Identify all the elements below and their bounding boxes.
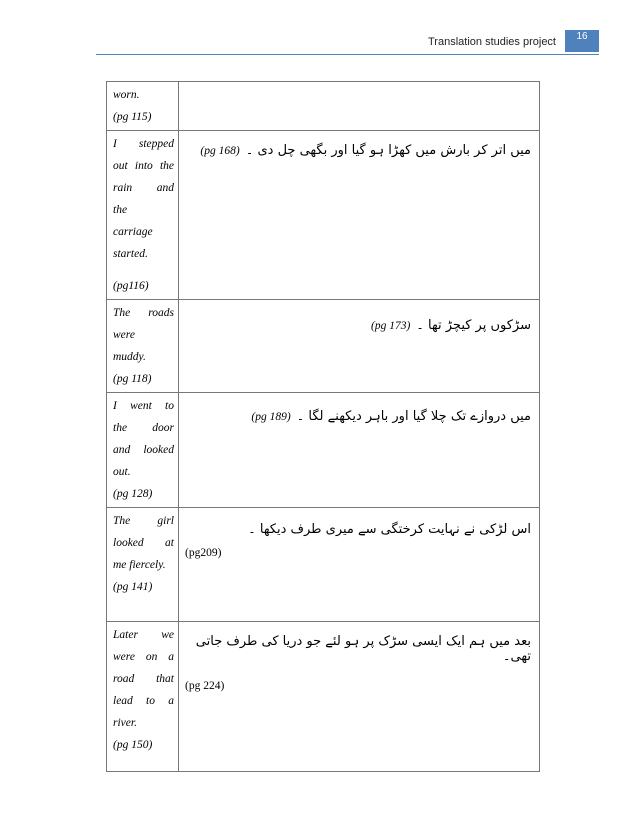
english-cell	[107, 508, 179, 622]
english-line: lead to a	[113, 695, 174, 707]
english-line: started.	[113, 248, 148, 260]
page-number-badge: 16	[565, 30, 599, 52]
urdu-line	[179, 393, 539, 424]
urdu-line	[179, 131, 539, 158]
header-title: Translation studies project	[428, 36, 556, 48]
english-line: the	[113, 204, 128, 216]
english-line: me fiercely.	[113, 559, 166, 571]
english-line: were	[113, 329, 135, 341]
english-line: carriage	[113, 226, 153, 238]
urdu-cell	[179, 131, 540, 300]
urdu-cell	[179, 622, 540, 772]
urdu-cell	[179, 82, 540, 131]
header-rule	[96, 54, 599, 55]
urdu-page-ref: (pg 189)	[251, 411, 291, 423]
table-row	[107, 131, 540, 300]
english-cell	[107, 131, 179, 300]
table-row	[107, 82, 540, 131]
urdu-line	[179, 300, 539, 333]
table-row	[107, 508, 540, 622]
urdu-line	[179, 508, 539, 537]
english-line: worn.	[113, 89, 140, 101]
english-cell	[107, 622, 179, 772]
english-page-ref: (pg 128)	[113, 488, 153, 500]
english-line: looked at	[113, 537, 174, 549]
table-row	[107, 622, 540, 772]
english-line: muddy.	[113, 351, 146, 363]
urdu-translation: میں دروازے تک چلا گیا اور باہر دیکھنے لگا ۔	[296, 409, 531, 424]
table-row	[107, 300, 540, 393]
english-line: river.	[113, 717, 137, 729]
urdu-cell	[179, 508, 540, 622]
english-cell	[107, 82, 179, 131]
english-line: The girl	[113, 515, 174, 527]
english-cell	[107, 393, 179, 508]
english-line: The roads	[113, 307, 174, 319]
urdu-translation: سڑکوں پر کیچڑ تھا ۔	[416, 318, 531, 333]
english-page-ref: (pg 150)	[113, 739, 153, 751]
english-page-ref: (pg 141)	[113, 581, 153, 593]
english-line: Later we	[113, 629, 174, 641]
urdu-page-ref: (pg 168)	[200, 145, 240, 157]
urdu-cell	[179, 393, 540, 508]
urdu-translation: میں اتر کر بارش میں کھڑا ہو گیا اور بگھی چل دی ۔	[245, 143, 531, 158]
english-page-ref: (pg 118)	[113, 373, 152, 385]
english-line: out.	[113, 466, 131, 478]
urdu-cell	[179, 300, 540, 393]
urdu-translation: اس لڑکی نے نہایت کرختگی سے میری طرف دیکھا ۔	[248, 522, 531, 537]
urdu-translation: بعد میں ہم ایک ایسی سڑک پر ہو لئے جو دریا کی طرف جاتی تھی۔	[195, 634, 531, 664]
english-cell	[107, 300, 179, 393]
english-line: I stepped	[113, 138, 174, 150]
urdu-line	[179, 622, 539, 664]
english-line: the door	[113, 422, 174, 434]
urdu-page-ref: (pg 224)	[185, 680, 225, 692]
english-line: were on a	[113, 651, 174, 663]
english-page-ref: (pg 115)	[113, 111, 152, 123]
english-page-ref: (pg116)	[113, 280, 149, 292]
urdu-page-ref: (pg 173)	[371, 320, 411, 332]
english-line: I went to	[113, 400, 174, 412]
urdu-page-ref: (pg209)	[185, 547, 222, 559]
table-row	[107, 393, 540, 508]
translation-table	[106, 81, 540, 772]
english-line: out into the	[113, 160, 174, 172]
english-line: rain and	[113, 182, 174, 194]
english-line: road that	[113, 673, 174, 685]
english-line: and looked	[113, 444, 174, 456]
